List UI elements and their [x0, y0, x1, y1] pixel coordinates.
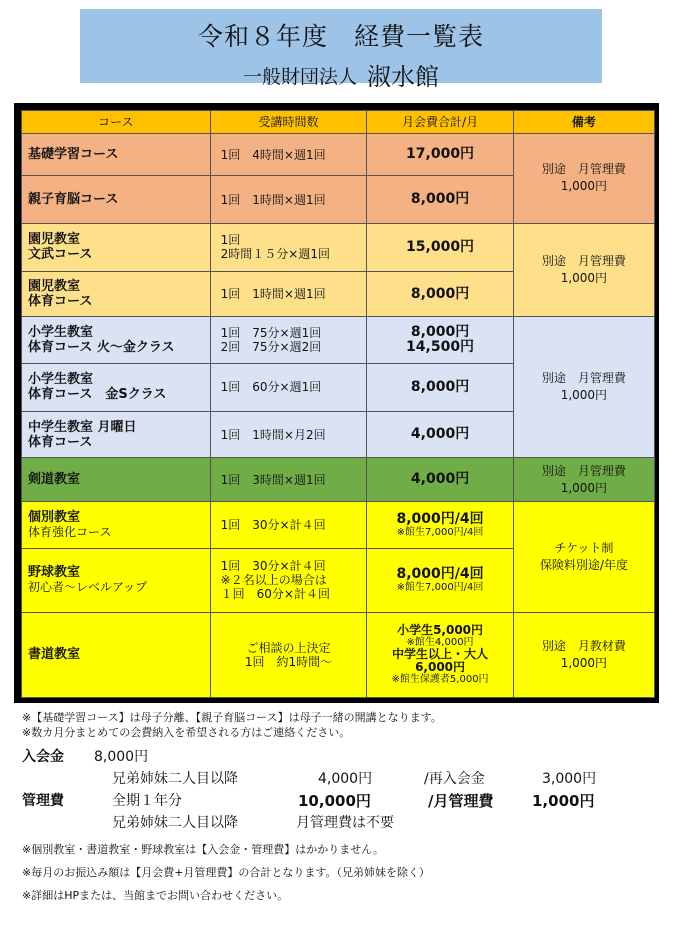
course-hours: 1回 3時間×週1回: [210, 458, 367, 502]
hours-line: 2時間１５分×週1回: [220, 247, 330, 262]
note-line: ※数カ月分まとめての会費納入を希望される方はご連絡ください。: [22, 726, 351, 739]
remarks-line: 1,000円: [560, 179, 608, 194]
fee-line: 中学生以上・大人: [392, 647, 489, 662]
sibling-entry-line: [22, 768, 662, 790]
remarks-line: 別途 月管理費: [541, 371, 626, 386]
monthly-mgmt-label: /月管理費: [428, 792, 494, 810]
fee-line: 8,000円/4回: [396, 510, 484, 527]
fee-line: 8,000円: [410, 324, 470, 341]
table-row: [22, 612, 655, 697]
remarks-cell: [513, 317, 654, 458]
table-row: [22, 317, 655, 364]
fee-line: 6,000円: [415, 660, 466, 675]
remarks-line: 別途 月管理費: [541, 162, 626, 177]
remarks-line: 別途 月管理費: [541, 254, 626, 269]
entry-fee-line: [22, 746, 662, 768]
management-amount: 10,000円: [298, 792, 371, 810]
sibling-mgmt-text: 月管理費は不要: [296, 815, 394, 831]
fee-table: [21, 110, 655, 698]
note-line: ※個別教室・書道教室・野球教室は【入会金・管理費】はかかりません。: [22, 843, 384, 856]
course-fee: 17,000円: [367, 133, 513, 176]
table-row: [22, 501, 655, 548]
remarks-line: 別途 月教材費: [541, 638, 626, 653]
course-line: 体育強化コース: [28, 524, 112, 539]
course-line: 園児教室: [28, 232, 81, 248]
course-line: 体育コース 火～金クラス: [28, 340, 175, 356]
course-line: 小学生教室: [28, 372, 94, 388]
hours-line: １回 60分×計４回: [220, 587, 330, 602]
course-name: 基礎学習コース: [22, 133, 211, 176]
course-name: [22, 317, 211, 364]
monthly-mgmt-amount: 1,000円: [532, 792, 595, 810]
note-line: ※毎月のお振込み額は【月会費+月管理費】の合計となります。（兄弟姉妹を除く）: [22, 866, 431, 879]
fee-note: ※館生7,000円/4回: [396, 526, 484, 538]
remarks-cell: [513, 612, 654, 697]
course-line: 体育コース: [28, 434, 93, 450]
table-row: [22, 224, 655, 272]
remarks-line: 1,000円: [560, 388, 608, 403]
page-title: 令和８年度 経費一覧表: [197, 22, 484, 51]
hours-line: 1回: [220, 233, 241, 248]
header-remarks: 備考: [513, 111, 654, 134]
course-hours: 1回 60分×週1回: [210, 364, 367, 412]
management-fee-line: [22, 790, 662, 812]
course-name: [22, 364, 211, 412]
course-line: 文武コース: [28, 247, 93, 263]
header-fee: 月会費合計/月: [367, 111, 513, 134]
course-name: [22, 271, 211, 317]
course-name: [22, 411, 211, 458]
entry-fee-label: 入会金: [22, 749, 64, 765]
course-fee: 8,000円: [367, 364, 513, 412]
course-hours: 1回 1時間×週1回: [210, 271, 367, 317]
course-fee: 8,000円: [367, 176, 513, 224]
sibling-mgmt-label: 兄弟姉妹二人目以降: [112, 815, 238, 831]
course-name: [22, 548, 211, 612]
course-fee: [367, 501, 513, 548]
fee-note: ※館生4,000円: [406, 637, 474, 649]
fee-line: 小学生5,000円: [397, 623, 484, 638]
org-name: 淑水館: [367, 63, 439, 91]
course-hours: [210, 548, 367, 612]
title-banner: [80, 9, 602, 91]
remarks-line: 1,000円: [560, 271, 608, 286]
header-hours: 受講時間数: [210, 111, 367, 134]
remarks-cell: [513, 224, 654, 317]
course-line: 園児教室: [28, 279, 81, 295]
course-line: 体育コース 金Sクラス: [28, 387, 167, 403]
remarks-line: チケット制: [554, 540, 614, 555]
fee-line: 14,500円: [406, 339, 475, 356]
table-header-row: [22, 111, 655, 134]
hours-line: 1回 約1時間～: [244, 654, 333, 669]
sibling-amount: 4,000円: [318, 771, 373, 787]
course-fee: 4,000円: [367, 458, 513, 502]
course-name: [22, 224, 211, 272]
fee-note: ※館生保護者5,000円: [391, 674, 489, 686]
note-line: ※詳細はHPまたは、当館までお問い合わせください。: [22, 889, 289, 902]
course-hours: 1回 4時間×週1回: [210, 133, 367, 176]
remarks-cell: [513, 458, 654, 502]
course-name: 剣道教室: [22, 458, 211, 502]
remarks-line: 保険料別途/年度: [539, 557, 628, 572]
reentry-amount: 3,000円: [542, 771, 597, 787]
course-name: 親子育脳コース: [22, 176, 211, 224]
course-hours: [210, 612, 367, 697]
remarks-cell: [513, 133, 654, 223]
course-fee: [367, 548, 513, 612]
remarks-line: 1,000円: [560, 480, 608, 495]
reentry-label: /再入会金: [424, 771, 485, 787]
course-fee: 8,000円: [367, 271, 513, 317]
fee-table-frame: [14, 103, 659, 703]
management-term: 全期１年分: [112, 793, 182, 809]
management-fee-label: 管理費: [22, 793, 64, 809]
course-hours: 1回 30分×計４回: [210, 501, 367, 548]
course-hours: [210, 224, 367, 272]
course-line: 体育コース: [28, 294, 93, 310]
hours-line: ご相談の上決定: [246, 640, 331, 655]
course-fee: [367, 317, 513, 364]
course-hours: [210, 317, 367, 364]
sibling-mgmt-line: [22, 812, 662, 834]
remarks-line: 1,000円: [560, 655, 608, 670]
hours-line: 2回 75分×週2回: [220, 340, 322, 355]
entry-fee-amount: 8,000円: [94, 749, 149, 765]
remarks-cell: [513, 501, 654, 612]
fee-line: 8,000円/4回: [396, 566, 484, 583]
org-prefix: 一般財団法人: [242, 66, 357, 88]
course-hours: 1回 1時間×月2回: [210, 411, 367, 458]
course-name: 書道教室: [22, 612, 211, 697]
notes-section: [22, 710, 662, 903]
course-name: [22, 501, 211, 548]
course-line: 中学生教室 月曜日: [28, 419, 137, 435]
hours-line: ※２名以上の場合は: [220, 573, 327, 588]
sibling-label: 兄弟姉妹二人目以降: [112, 771, 238, 787]
course-line: 野球教室: [28, 565, 81, 581]
note-line: ※【基礎学習コース】は母子分離、【親子育脳コース】は母子一緒の開講となります。: [22, 711, 442, 724]
course-fee: 15,000円: [367, 224, 513, 272]
table-row: [22, 133, 655, 176]
course-fee: 4,000円: [367, 411, 513, 458]
table-row: [22, 458, 655, 502]
hours-line: 1回 75分×週1回: [220, 326, 322, 341]
organization: [80, 57, 602, 92]
remarks-line: 別途 月管理費: [541, 463, 626, 478]
header-course: コース: [22, 111, 211, 134]
course-line: 初心者～レベルアップ: [28, 580, 148, 595]
course-hours: 1回 1時間×週1回: [210, 176, 367, 224]
course-fee: [367, 612, 513, 697]
hours-line: 1回 30分×計４回: [220, 559, 326, 574]
course-line: 個別教室: [28, 509, 81, 525]
fee-note: ※館生7,000円/4回: [396, 582, 484, 594]
course-line: 小学生教室: [28, 325, 94, 341]
